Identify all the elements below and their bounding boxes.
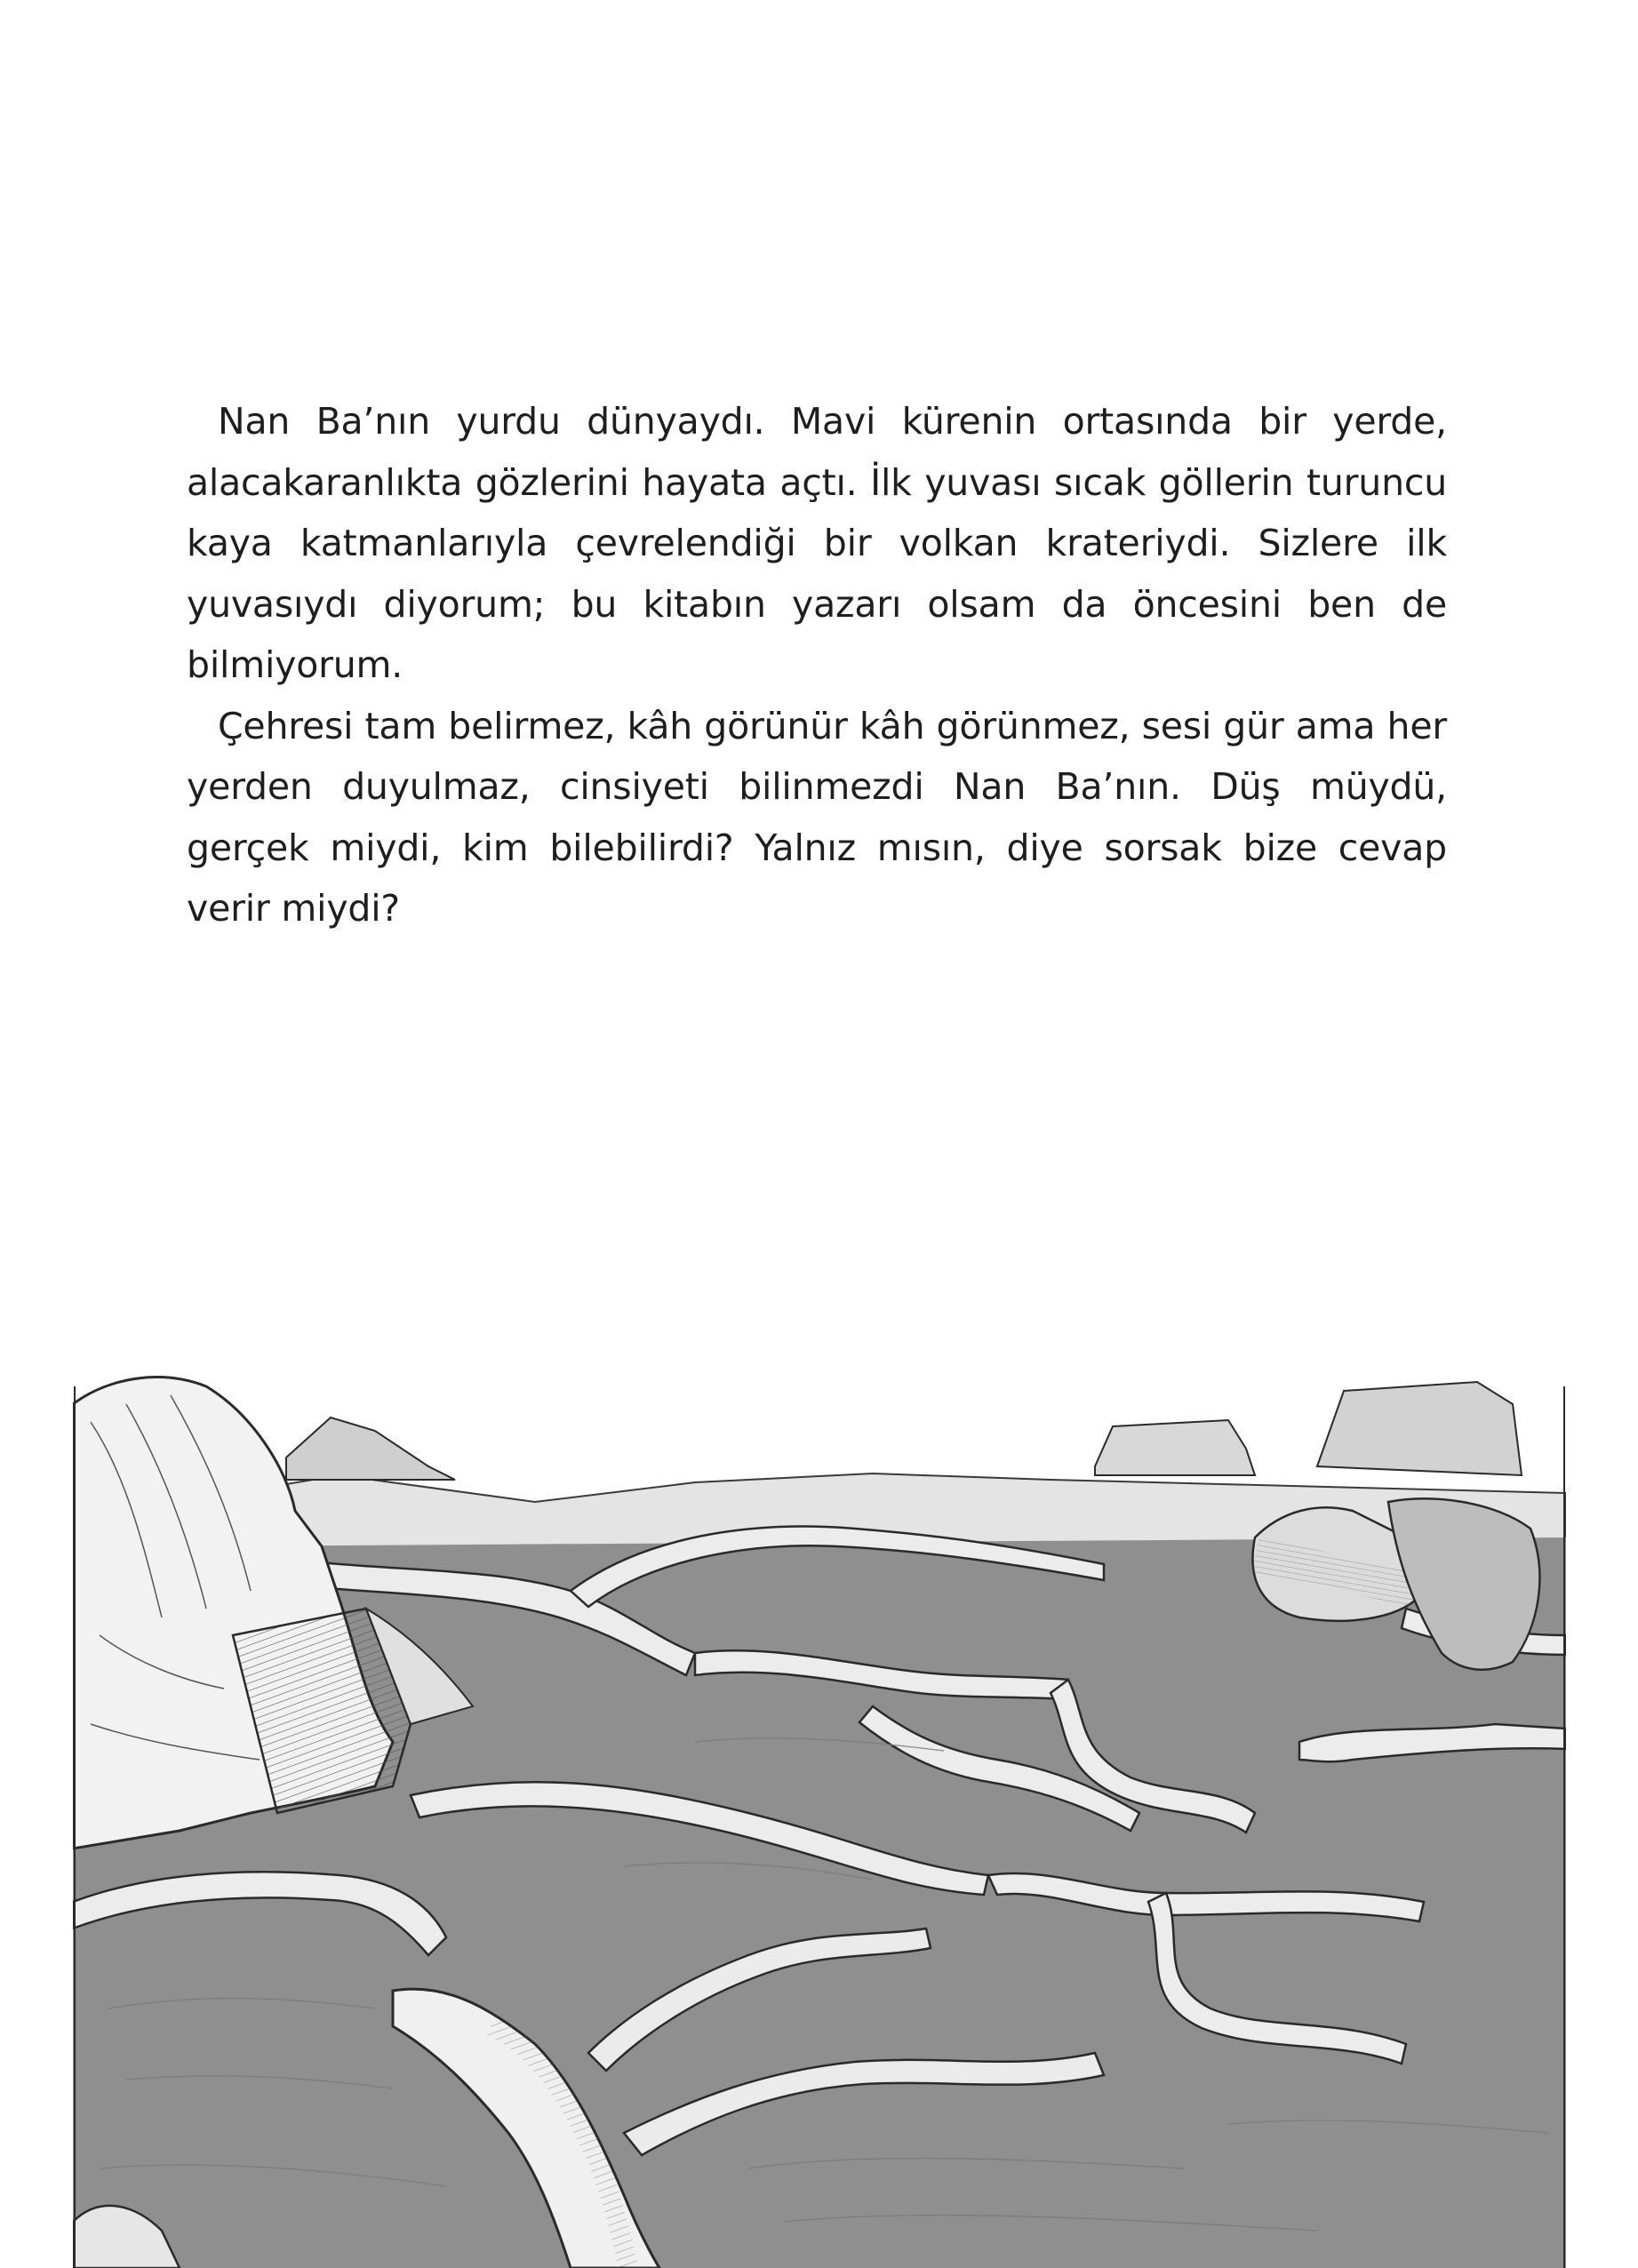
paragraph-2: Çehresi tam belirmez, kâh görünür kâh görünmez, sesi gür ama her yerden duyulmaz, cinsiyeti bilinmezdi Nan Ba’nın. Düş müydü, gerçek miydi, kim bilebilirdi? Yalnız mısın, diye sorsak bize cevap verir miydi? [187,704,1447,930]
crater-lakes-illustration [73,1369,1566,2268]
landscape-drawing [73,1369,1566,2268]
story-text [187,391,1447,939]
distant-mesa [1095,1420,1255,1475]
distant-cliff [1317,1382,1522,1475]
paragraph-1: Nan Ba’nın yurdu dünyaydı. Mavi kürenin ortasında bir yerde, alacakaranlıkta gözlerini hayata açtı. İlk yuvası sıcak göllerin turuncu kaya katmanlarıyla çevrelendiği bir volkan krateriydi. Sizlere ilk yuvasıydı diyorum; bu kitabın yazarı olsam da öncesini ben de bilmiyorum. [187,400,1447,686]
